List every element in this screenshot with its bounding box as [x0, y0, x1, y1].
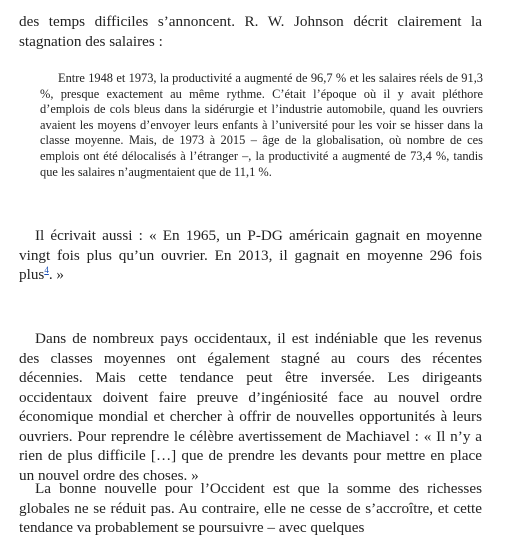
body-paragraph-3: Dans de nombreux pays occidentaux, il est indéniable que les revenus des classes moyennes ont également stagné au cours des récentes décennies. Mais cette tendance peut être inversée. Les dirigeants occidentaux doivent faire preuve d’ingéniosité face au nouvel ordre économique mondial et chercher à offrir de nouvelles opportunités à leurs ouvriers. Pour reprendre le célèbre avertissement de Machiavel : « Il n’y a rien de plus difficile […] que de prendre les devants pour mettre en place un nouvel ordre des choses. » — [19, 330, 482, 484]
footnote-link[interactable]: 4 — [44, 264, 49, 275]
intro-paragraph: des temps difficiles s’annoncent. R. W. Johnson décrit clairement la stagnation des salaires : — [19, 13, 482, 50]
quote-paragraph-end: . » — [48, 266, 65, 283]
quote-paragraph-text: Il écrivait aussi : « En 1965, un P-DG américain gagnait en moyenne vingt fois plus qu’un ouvrier. En 2013, il gagnait en moyenne 296 fois plus — [19, 227, 482, 283]
body-paragraph-4: La bonne nouvelle pour l’Occident est que la somme des richesses globales ne se réduit pas. Au contraire, elle ne cesse de s’accroître, et cette tendance va probablement se poursuivre – avec quelques — [19, 480, 482, 536]
block-quote: Entre 1948 et 1973, la productivité a augmenté de 96,7 % et les salaires réels de 91,3 %, presque exactement au même rythme. C’était l’époque où il y avait pléthore d’emplois de cols bleus dans la sidérurgie et l’industrie automobile, quand les ouvriers avaient les moyens d’envoyer leurs enfants à l’université pour les voir se hisser dans la classe moyenne. Mais, de 1973 à 2015 – âge de la globalisation, où nombre de ces emplois ont été délocalisés à l’étranger –, la productivité a augmenté de 73,4 %, tandis que les salaires n’augmentaient que de 11,1 %. — [40, 71, 483, 179]
quote-paragraph — [19, 226, 482, 285]
